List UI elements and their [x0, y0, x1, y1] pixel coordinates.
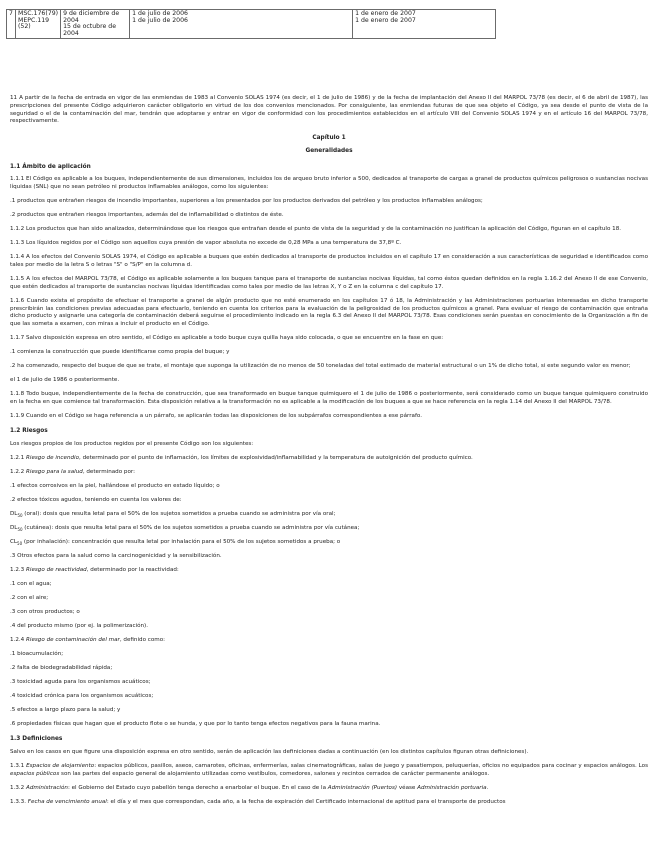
- paragraph: 1.1.5 A los efectos del MARPOL 73/78, el Código es aplicable solamente a los buques tanque para el transporte de sustancias nocivas líquidas, tal como éstos quedan definidos en la regla 1.16.2 del Anexo II de ese Convenio, que estén dedicados al transporte de sustancias nocivas líquidas identificadas como tales por medio de las letras X, Y o Z en la columna c del capítulo 17.: [10, 275, 648, 290]
- term: Fecha de vencimiento anual: [27, 798, 107, 805]
- list-item: $DL_{50}$ (oral): dosis que resulta letal para el 50% de los sujetos sometidos a prueba cuando se administra por vía oral;: [10, 510, 336, 518]
- list-item: $DL_{50}$ (cutánea): dosis que resulta letal para el 50% de los sujetos sometidos a prueba cuando se administra por vía cutánea;: [10, 524, 360, 532]
- table-row: [7, 10, 496, 39]
- list-item: .4 del producto mismo (por ej. la polimerización).: [10, 622, 149, 629]
- paragraph: 1.1.3 Los líquidos regidos por el Código son aquellos cuya presión de vapor absoluta no excede de 0,28 MPa a una temperatura de 37,8º C.: [10, 240, 402, 247]
- list-item: .2 productos que entrañen riesgos importantes, además del de inflamabilidad o distintos de éste.: [10, 212, 284, 218]
- list-item: .2 ha comenzado, respecto del buque de que se trate, el montaje que suponga la utilización de no menos de 50 toneladas del total estimado de material estructural o un 1% de dicho total, si este segundo valor es menor;: [10, 363, 631, 370]
- chapter-number: Capítulo 1: [312, 135, 346, 142]
- paragraph: 1.3.2 Administración: el Gobierno del Estado cuyo pabellón tenga derecho a enarbolar el buque. En el caso de la Administración (Puertos) véase Administración portuaria.: [10, 784, 489, 791]
- section-heading: 1.1 Ámbito de aplicación: [10, 163, 91, 170]
- list-item: .2 efectos tóxicos agudos, teniendo en cuenta los valores de:: [10, 496, 182, 503]
- paragraph: 1.2.4 Riesgo de contaminación del mar, definido como:: [10, 636, 166, 643]
- list-item: .3 con otros productos; o: [10, 608, 80, 615]
- list-item: .3 toxicidad aguda para los organismos acuáticos;: [10, 679, 151, 686]
- term: Administración portuaria: [417, 784, 487, 791]
- list-item: .6 propiedades físicas que hagan que el producto flote o se hunda, y que por lo tanto tenga efectos negativos para la fauna marina.: [10, 721, 381, 728]
- paragraph: 1.2.2 Riesgo para la salud, determinado por:: [10, 468, 135, 475]
- paragraph: Salvo en los casos en que figure una disposición expresa en otro sentido, serán de aplicación las definiciones dadas a continuación (en los distintos capítulos figuran otras definiciones).: [10, 748, 529, 755]
- paragraph: 1.2.1 Riesgo de incendio, determinado por el punto de inflamación, los límites de explosividad/inflamabilidad y la temperatura de autoignición del producto químico.: [10, 454, 473, 461]
- chapter-title: Generalidades: [305, 148, 353, 155]
- paragraph: 1.1.6 Cuando exista el propósito de efectuar el transporte a granel de algún producto que no esté enumerado en los capítulos 17 ó 18, la Administración y las Administraciones portuarias interesadas en dicho transporte prescribirán las condiciones previas adecuadas para efectuarlo, teniendo en cuenta los criterios para la evaluación de la peligrosidad de los productos químicos a granel. Para evaluar el riesgo de contaminación que entraña dicho producto y asignarle una categoría de contaminación deberá seguirse el procedimiento indicado en la regla 6.3 del Anexo II del MARPOL 73/78. Esas condiciones serán puestas en conocimiento de la Organización a fin de que las someta a examen, con miras a incluir el producto en el Código.: [10, 297, 648, 328]
- term: Riesgo de incendio: [26, 454, 80, 461]
- table-cell-resolution: MSC.176(79) MEPC.119 (52): [16, 10, 61, 39]
- list-item: .5 efectos a largo plazo para la salud; y: [10, 707, 121, 714]
- term: Administración: [26, 784, 68, 791]
- paragraph: 1.2.3 Riesgo de reactividad, determinado por la reactividad:: [10, 566, 179, 573]
- list-item: .4 toxicidad crónica para los organismos acuáticos;: [10, 693, 154, 700]
- paragraph: 1.1.2 Los productos que han sido analizados, determinándose que los riesgos que entrañan desde el punto de vista de la seguridad y de la contaminación no justifican la aplicación del Código, figuran en el capítulo 18.: [10, 226, 622, 233]
- section-heading: 1.3 Definiciones: [10, 736, 63, 743]
- amendments-table: [6, 9, 496, 39]
- table-cell-adopted: 9 de diciembre de 2004 15 de octubre de 2004: [61, 10, 130, 39]
- table-cell-in-force: 1 de enero de 2007 1 de enero de 2007: [353, 10, 496, 39]
- table-cell-num: 7: [7, 10, 16, 39]
- list-item: .1 con el agua;: [10, 580, 52, 587]
- term: espacios públicos: [10, 770, 60, 777]
- paragraph: Los riesgos propios de los productos regidos por el presente Código son los siguientes:: [10, 440, 254, 447]
- list-item: .1 bioacumulación;: [10, 651, 64, 657]
- section-heading: 1.2 Riesgos: [10, 428, 48, 435]
- term: Espacios de alojamiento: [26, 762, 95, 769]
- term: Riesgo para la salud: [26, 468, 83, 475]
- paragraph: 1.3.3. Fecha de vencimiento anual: el día y el mes que correspondan, cada año, a la fecha de expiración del Certificado internacional de aptitud para el transporte de productos: [10, 798, 506, 805]
- list-item: .2 falta de biodegradabilidad rápida;: [10, 665, 113, 672]
- paragraph: 1.1.4 A los efectos del Convenio SOLAS 1974, el Código es aplicable a buques que estén dedicados al transporte de productos incluidos en el capítulo 17 en consideración a sus características de seguridad e identificados como tales por medio de la letra S o letras "S" o "S/P" en la columna d.: [10, 254, 648, 268]
- list-item: .2 con el aire;: [10, 594, 49, 601]
- list-item: .1 efectos corrosivos en la piel, hallándose el producto en estado líquido; o: [10, 482, 220, 489]
- paragraph: 1.1.9 Cuando en el Código se haga referencia a un párrafo, se aplicarán todas las disposiciones de los subpárrafos correspondientes a ese párrafo.: [10, 413, 423, 420]
- table-cell-acceptance: 1 de julio de 2006 1 de julio de 2006: [130, 10, 353, 39]
- list-item: .3 Otros efectos para la salud como la carcinogenicidad y la sensibilización.: [10, 552, 222, 559]
- paragraph: el 1 de julio de 1986 o posteriormente.: [10, 377, 120, 384]
- list-item: $CL_{50}$ (por inhalación): concentración que resulta letal por inhalación para el 50% de los sujetos sometidos a prueba; o: [10, 538, 341, 546]
- list-item: .1 productos que entrañen riesgos de incendio importantes, superiores a los presentados por los productos derivados del petróleo y los productos inflamables análogos;: [10, 197, 483, 204]
- document-body: [10, 95, 648, 813]
- paragraph: 1.3.1 Espacios de alojamiento: espacios públicos, pasillos, aseos, camarotes, oficinas, enfermerías, salas cinematográficas, salas de juego y pasatiempos, peluquerías, oficios no equipados para cocinar y espacios análogos. Los espacios públicos son las partes del espacio general de alojamiento utilizadas como vestíbulos, comedores, salones y recintos cerrados de carácter permanente análogos.: [10, 762, 648, 777]
- term: Riesgo de reactividad: [26, 566, 87, 573]
- list-item: .1 comienza la construcción que puede identificarse como propia del buque; y: [10, 349, 230, 356]
- paragraph: 1.1.7 Salvo disposición expresa en otro sentido, el Código es aplicable a todo buque cuya quilla haya sido colocada, o que se encuentre en la fase en que:: [10, 335, 444, 342]
- term: Riesgo de contaminación del mar: [26, 636, 120, 643]
- paragraph: 1.1.1 El Código es aplicable a los buques, independientemente de sus dimensiones, incluidos los de arqueo bruto inferior a 500, dedicados al transporte de cargas a granel de productos químicos peligrosos o sustancias nocivas líquidas (SNL) que no sean petróleo ni productos inflamables análogos, como los siguientes:: [10, 176, 648, 190]
- footnote: 11 A partir de la fecha de entrada en vigor de las enmiendas de 1983 al Convenio SOLAS 1974 (es decir, el 1 de julio de 1986) y de la fecha de implantación del Anexo II del MARPOL 73/78 (es decir, el 6 de abril de 1987), las prescripciones del presente Código adquirieron carácter obligatorio en virtud de los dos convenios mencionados. Por consiguiente, las enmiendas futuras de que sea objeto el Código, ya sea desde el punto de vista de la seguridad o el de la contaminación del mar, tendrán que adoptarse y entrar en vigor de conformidad con los procedimientos establecidos en el artículo VIII del Convenio SOLAS 1974 y en el artículo 16 del MARPOL 73/78, respectivamente.: [10, 95, 648, 125]
- term: Administración (Puertos): [327, 784, 398, 791]
- paragraph: 1.1.8 Todo buque, independientemente de la fecha de construcción, que sea transformado en buque tanque quimiquero el 1 de julio de 1986 o posteriormente, será considerado como un buque tanque quimiquero construido en la fecha en que comience tal transformación. Esta disposición relativa a la transformación no es aplicable a la modificación de los buques a que se hace referencia en la regla 1.14 del Anexo II del MARPOL 73/78.: [10, 391, 648, 406]
